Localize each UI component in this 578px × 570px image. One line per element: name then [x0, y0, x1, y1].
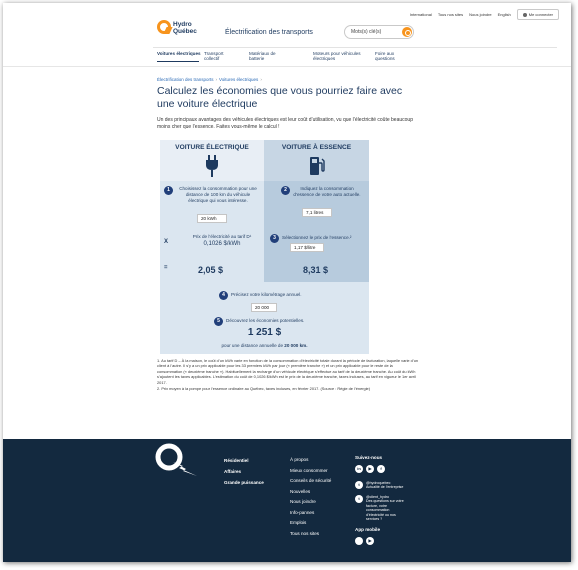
result-electric: 2,05 $ [198, 265, 224, 275]
plug-icon [205, 155, 219, 177]
breadcrumb-item[interactable]: Voitures électriques [219, 77, 259, 82]
twitter-client[interactable]: t @client_hydro Des questions sur votre facture, votre consommation d’électricité ou nos services ? [355, 495, 406, 521]
footer-link[interactable]: Résidentiel [224, 458, 249, 463]
step-number: 5 [214, 317, 223, 326]
youtube-icon[interactable]: ▶ [366, 465, 374, 473]
facebook-icon[interactable]: f [377, 465, 385, 473]
search-field[interactable] [344, 25, 414, 39]
nav-item-voitures-electriques[interactable]: Voitures électriques [157, 51, 201, 56]
footer-link[interactable]: Info-pannes [290, 509, 315, 515]
step-number: 2 [281, 186, 290, 195]
savings-amount: 1 251 $ [247, 327, 282, 338]
search-icon[interactable] [402, 27, 412, 37]
savings-section [160, 282, 369, 354]
step2-cell [264, 181, 369, 230]
link-international[interactable]: International [409, 12, 432, 17]
nav-divider [3, 66, 571, 67]
apple-icon[interactable] [355, 537, 363, 545]
footnotes [157, 358, 419, 392]
footer-link[interactable]: Conseils de sécurité [290, 478, 332, 483]
nav-active-indicator [157, 61, 199, 62]
intro-text: Un des principaux avantages des véhicules électriques est leur coût d’utilisation, vu que l’électricité coûte beaucoup moins cher que l’essence. Faites vous-même le calcul ! [157, 117, 413, 130]
savings-calculator [160, 140, 369, 354]
step-number: 4 [219, 291, 228, 300]
step-number: 1 [164, 186, 173, 195]
header-divider [153, 47, 557, 48]
logo-wordmark: Hydro Québec [173, 21, 197, 35]
footer-link[interactable]: Affaires [224, 469, 242, 474]
footnote: 2. Prix moyen à la pompe pour l’essence ordinaire au Québec, taxes incluses, en février 2017. (Source : Régie de l’énergie) [157, 386, 371, 392]
page-title: Calculez les économies que vous pourriez faire avec une voiture électrique [157, 85, 403, 110]
nav-item-materiaux-batterie[interactable]: Matériaux de batterie [249, 51, 276, 62]
google-play-icon[interactable]: ▶ [366, 537, 374, 545]
nav-item-faq[interactable]: Foire aux questions [375, 51, 395, 62]
footer-link[interactable]: Emplois [290, 520, 307, 525]
result-left-cell [160, 257, 264, 282]
link-contact[interactable]: Nous joindre [469, 12, 492, 17]
page-frame [3, 3, 571, 562]
nav-item-moteurs[interactable]: Moteurs pour véhicules électriques [313, 51, 361, 62]
savings-note: pour une distance annuelle de 20 000 km. [221, 343, 308, 348]
footer-link[interactable]: Nous joindre [290, 499, 316, 504]
km-input[interactable]: 20 000 [251, 303, 277, 312]
gas-pump-icon [309, 155, 325, 175]
breadcrumb: Électrification des transports › Voitures électriques › [157, 77, 262, 82]
link-english[interactable]: English [497, 12, 511, 17]
gas-car-header: VOITURE À ESSENCE [264, 140, 369, 181]
times-symbol: X [164, 239, 169, 245]
footer [3, 439, 571, 562]
site-title[interactable]: Électrification des transports [225, 29, 313, 36]
app-row [355, 537, 374, 545]
connect-label: Me connecter [528, 12, 553, 17]
elec-price-label: Prix de l’électricité au tarif D¹ [192, 234, 252, 239]
footer-link[interactable]: Mieux consommer [290, 467, 328, 473]
twitter-icon: t [355, 481, 363, 489]
footer-link[interactable]: Grande puissance [224, 480, 264, 485]
electric-car-header: VOITURE ÉLECTRIQUE [160, 140, 264, 181]
step2-input[interactable]: 7,1 litres [302, 208, 332, 217]
step1-text: Choisissez la consommation pour une distance de 100 km du véhicule électrique qui vous intéresse. [179, 186, 257, 203]
social-row [355, 465, 385, 473]
footer-link[interactable]: À propos [290, 457, 309, 462]
linkedin-icon[interactable]: in [355, 465, 363, 473]
link-all-sites[interactable]: Tous nos sites [437, 12, 464, 17]
logo-bolt [163, 27, 172, 34]
connect-button[interactable] [517, 9, 559, 20]
result-right-cell [264, 257, 369, 282]
search-input[interactable]: Mots(s) clé(s) [351, 29, 382, 35]
footer-link[interactable]: Tous nos sites [290, 530, 320, 536]
footnote: 1. Au tarif D – À la maison, le coût d’un kWh varie en fonction de la consommation d’électricité totale durant la période de facturation, laquelle varie d’un client à l’autre. Il s’y a un prix applicable pour les 33 premiers kWh par jour (« première tranche ») et un prix applicable pour le reste de la consommation (« deuxième tranche »). Habituellement la recharge d’un véhicule électrique s’effectue au tarif de la deuxième tranche. Au coût du kWh s’ajoutent les taxes applicables. L’estimation du coût de 0,1026 $/kWh est le prix de la deuxième tranche, taxes incluses, au tarif en vigueur le 1er avril 2017. [157, 358, 419, 385]
footer-q-logo[interactable] [153, 442, 213, 476]
result-gas: 8,31 $ [303, 265, 329, 275]
step-number: 3 [270, 234, 279, 243]
equals-symbol: = [164, 265, 168, 271]
price-cell [160, 230, 264, 257]
user-icon [523, 13, 527, 17]
footer-col-links [290, 455, 331, 539]
elec-price-value: 0,1026 $/kWh [203, 241, 241, 247]
step1-select[interactable]: 20 kWh [197, 214, 227, 223]
app-heading: App mobile [355, 527, 381, 532]
nav-item-transport-collectif[interactable]: Transport collectif [204, 51, 224, 62]
twitter-corporate[interactable]: t @hydroquebec Actualité de l’entreprise [355, 481, 403, 490]
breadcrumb-item[interactable]: Électrification des transports [157, 77, 214, 82]
footer-col-segments [224, 455, 264, 488]
follow-heading: Suivez-nous [355, 455, 383, 460]
utility-bar [410, 9, 559, 20]
step3-select[interactable]: 1,17 $/litre [290, 243, 324, 252]
step3-cell [264, 230, 369, 257]
step2-text: Indiquez la consommation d’essence de votre auto actuelle. [293, 186, 361, 197]
step1-cell [160, 181, 264, 230]
step4-text: Précisez votre kilométrage annuel. [231, 292, 302, 297]
footer-link[interactable]: Nouvelles [290, 488, 311, 494]
twitter-icon: t [355, 495, 363, 503]
hydro-quebec-logo[interactable] [157, 19, 207, 39]
step5-text: Découvrez les économies potentielles. [226, 318, 305, 323]
step3-text: Sélectionnez le prix de l’essence.² [282, 235, 352, 240]
